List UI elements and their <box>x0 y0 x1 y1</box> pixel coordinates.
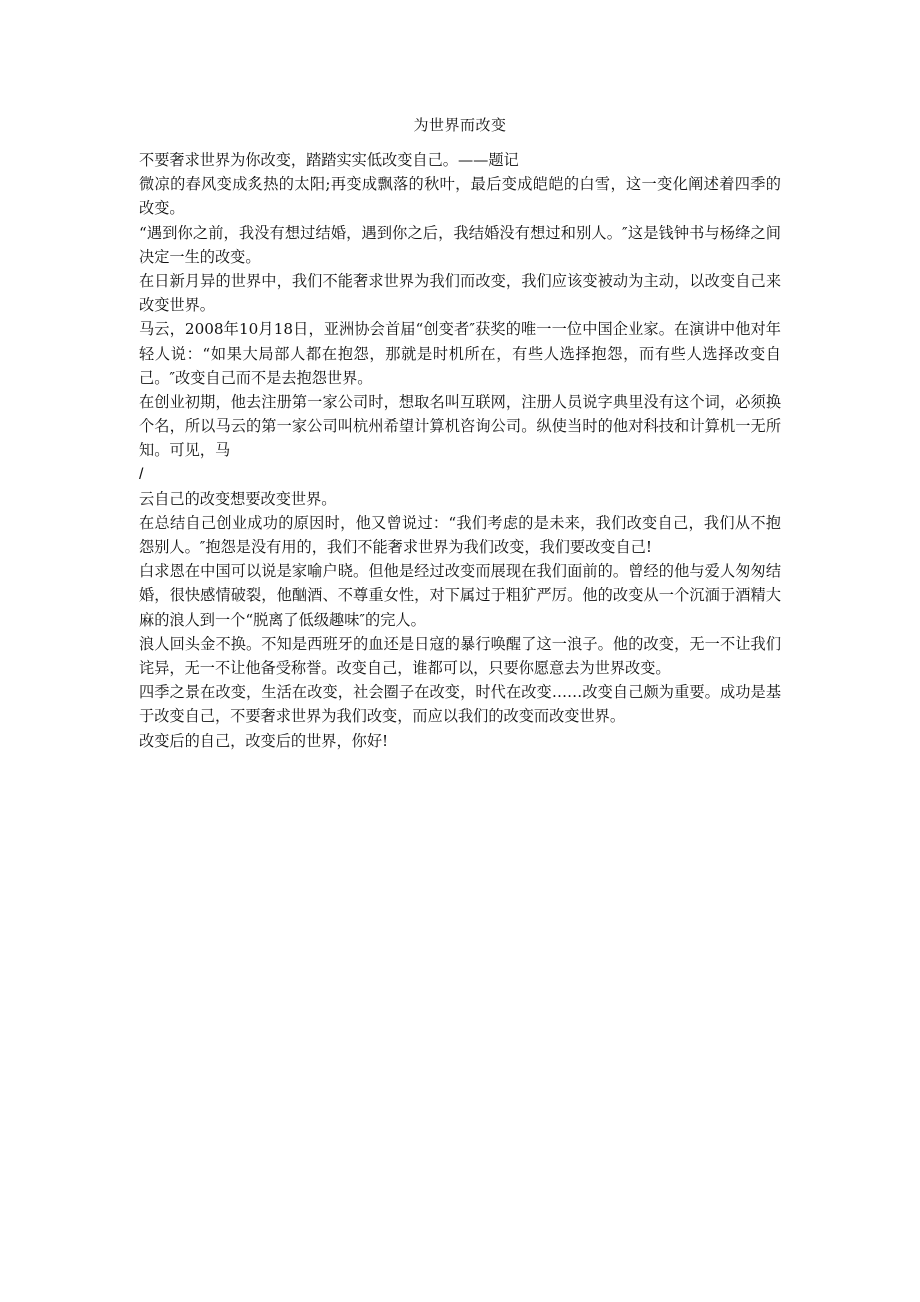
body-paragraph: 微凉的春风变成炙热的太阳;再变成飘落的秋叶，最后变成皑皑的白雪，这一变化阐述着四季的改变。 <box>139 175 781 218</box>
body-paragraph: 云自己的改变想要改变世界。 <box>139 489 337 508</box>
body-paragraph: 在创业初期，他去注册第一家公司时，想取名叫互联网，注册人员说字典里没有这个词，必须换个名，所以马云的第一家公司叫杭州希望计算机咨询公司。纵使当时的他对科技和计算机一无所知。可见，马 <box>139 393 781 460</box>
page-break-mark: / <box>139 465 144 483</box>
body-paragraph: 四季之景在改变，生活在改变，社会圈子在改变，时代在改变……改变自己颇为重要。成功是基于改变自己，不要奢求世界为我们改变，而应以我们的改变而改变世界。 <box>139 683 781 726</box>
closing-paragraph: 改变后的自己，改变后的世界，你好! <box>139 731 389 750</box>
body-paragraph: 浪人回头金不换。不知是西班牙的血还是日寇的暴行唤醒了这一浪子。他的改变，无一不让我们诧异，无一不让他备受称誉。改变自己，谁都可以，只要你愿意去为世界改变。 <box>139 634 781 678</box>
epigraph-paragraph: 不要奢求世界为你改变，踏踏实实低改变自己。——题记 <box>139 151 519 169</box>
body-paragraph: 在日新月异的世界中，我们不能奢求世界为我们而改变，我们应该变被动为主动，以改变自己来改变世界。 <box>139 272 781 315</box>
body-paragraph: 马云，2008年10月18日，亚洲协会首届“创变者″获奖的唯一一位中国企业家。在演讲中他对年轻人说：“如果大局部人都在抱怨，那就是时机所在，有些人选择抱怨，而有些人选择改变自己。″改变自己而不是去抱怨世界。 <box>139 320 781 387</box>
body-paragraph: “遇到你之前，我没有想过结婚，遇到你之后，我结婚没有想过和别人。″这是钱钟书与杨绛之间决定一生的改变。 <box>139 223 781 266</box>
document-title: 为世界而改变 <box>413 116 507 134</box>
body-paragraph: 白求恩在中国可以说是家喻户晓。但他是经过改变而展现在我们面前的。曾经的他与爱人匆匆结婚，很快感情破裂，他酗酒、不尊重女性，对下属过于粗犷严厉。他的改变从一个沉湎于酒精大麻的浪人到一个“脱离了低级趣味″的完人。 <box>139 562 781 629</box>
body-paragraph: 在总结自己创业成功的原因时，他又曾说过：“我们考虑的是未来，我们改变自己，我们从不抱怨别人。″抱怨是没有用的，我们不能奢求世界为我们改变，我们要改变自己! <box>139 513 781 557</box>
document-page <box>139 110 781 753</box>
